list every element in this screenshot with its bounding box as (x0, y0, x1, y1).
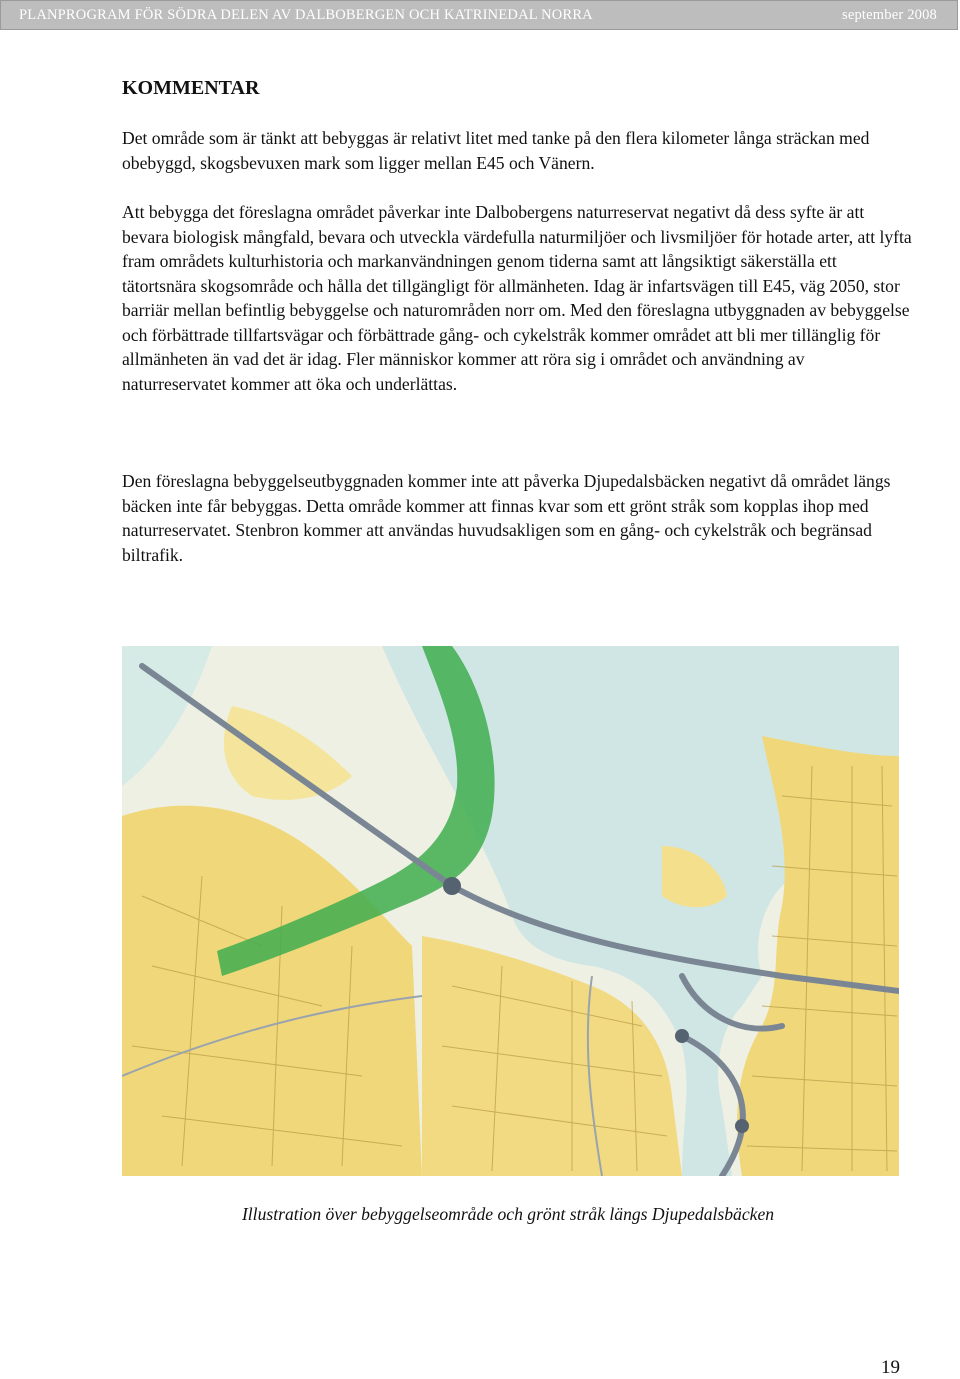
paragraph-3: Den föreslagna bebyggelseutbyggnaden kommer inte att påverka Djupedalsbäcken negativt då området längs bäcken inte får bebyggas. Detta område kommer att finnas kvar som ett grönt stråk som kopplas ihop med naturreservatet. Stenbron kommer att användas huvudsakligen som en gång- och cykelstråk och begränsad biltrafik. (122, 471, 891, 565)
page-number: 19 (881, 1357, 900, 1378)
document-date: september 2008 (841, 6, 937, 23)
page-header (0, 0, 958, 30)
section-heading: KOMMENTAR (122, 77, 260, 99)
paragraph-1: Det område som är tänkt att bebyggas är relativt litet med tanke på den flera kilometer långa sträckan med obebyggd, skogsbevuxen mark som ligger mellan E45 och Vänern. (122, 128, 870, 173)
paragraph-2: Att bebygga det föreslagna området påverkar inte Dalbobergens naturreservat negativt då dess syfte är att bevara biologisk mångfald, bevara och utveckla värdefulla naturmiljöer och livsmiljöer för hotade arter, att lyfta fram områdets kulturhistoria och markanvändningen genom tiderna samt att långsiktigt säkerställa ett tätortsnära skogsområde och hålla det tillgängligt för allmänheten. Idag är infartsvägen till E45, väg 2050, stor barriär mellan befintlig bebyggelse och naturområden norr om. Med den föreslagna utbyggnaden av bebyggelse och förbättrade tillfartsvägar och förbättrade gång- och cykelstråk kommer området att bli mer tillänglig för allmänheten än vad det är idag. Fler människor kommer att röra sig i området och användning av naturreservatet kommer att öka och underlättas. (122, 202, 912, 394)
figure-caption: Illustration över bebyggelseområde och grönt stråk längs Djupedalsbäcken (241, 1204, 775, 1224)
document-title: PLANPROGRAM FÖR SÖDRA DELEN AV DALBOBERGEN OCH KATRINEDAL NORRA (19, 6, 593, 23)
illustration-map (122, 646, 899, 1176)
